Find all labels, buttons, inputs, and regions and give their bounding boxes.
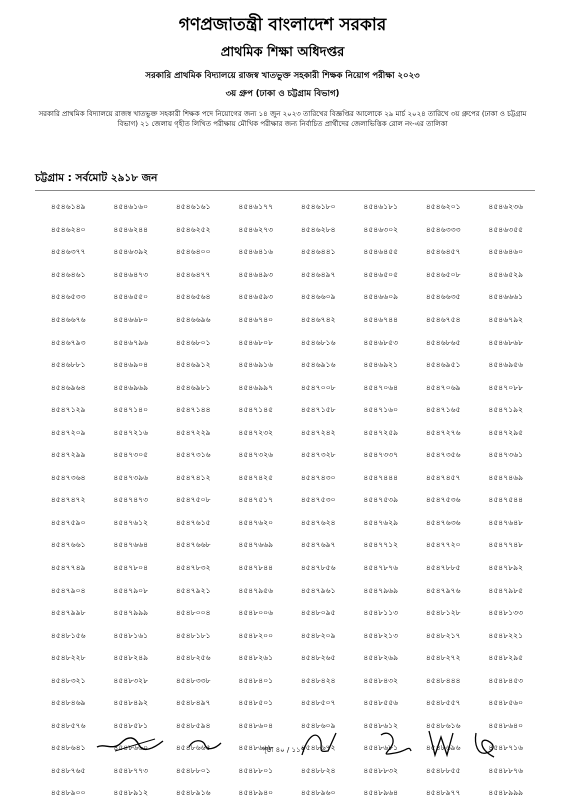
roll-number: ৪৫৪৮২২১ bbox=[488, 630, 524, 640]
roll-number: ৪৫৪৬৭৯৩ bbox=[50, 337, 86, 347]
roll-number: ৪৫৪৭৪৫৭ bbox=[425, 472, 461, 482]
roll-number: ৪৫৪৬৭৫৪ bbox=[425, 315, 461, 324]
roll-number: ৪৫৪৭২০৯ bbox=[50, 427, 86, 437]
roll-number: ৪৫৪৬৪১৬ bbox=[238, 247, 274, 257]
roll-number: ৪৫৪৬৬০৯ bbox=[300, 292, 336, 302]
roll-row bbox=[37, 265, 537, 288]
government-title: গণপ্রজাতন্ত্রী বাংলাদেশ সরকার bbox=[178, 15, 387, 35]
roll-number: ৪৫৪৬৭৪৪ bbox=[363, 315, 399, 324]
roll-number: ৪৫৪৬৯০৪ bbox=[113, 360, 149, 370]
roll-number: ৪৫৪৭৬২০ bbox=[238, 517, 274, 527]
roll-number: ৪৫৪৭৬২৪ bbox=[300, 517, 336, 527]
roll-row bbox=[37, 513, 537, 536]
roll-number: ৪৫৪৮৮৩২ bbox=[363, 765, 399, 775]
roll-row bbox=[37, 287, 537, 310]
roll-number: ৪৫৪৬২৫২ bbox=[175, 224, 211, 234]
roll-number: ৪৫৪৮০০৬ bbox=[238, 608, 274, 618]
roll-number-grid bbox=[37, 197, 537, 806]
roll-number: ৪৫৪৬৪৪১ bbox=[300, 247, 336, 257]
roll-number: ৪৫৪৮৬৬৫ bbox=[175, 743, 211, 753]
roll-number: ৪৫৪৮৮০১ bbox=[175, 765, 211, 775]
roll-number: ৪৫৪৮৪৬৯ bbox=[50, 698, 86, 708]
roll-number: ৪৫৪৬৫৩৩ bbox=[50, 292, 86, 302]
roll-row bbox=[37, 400, 537, 423]
roll-number: ৪৫৪৭৩৩৭ bbox=[363, 450, 399, 460]
roll-number: ৪৫৪৬৩৭৭ bbox=[50, 247, 86, 257]
roll-number: ৪৫৪৬৬৩৫ bbox=[425, 292, 461, 302]
roll-number: ৪৫৪৮৯১২ bbox=[113, 788, 149, 798]
roll-number: ৪৫৪৭৯০৮ bbox=[113, 585, 149, 595]
roll-number: ৪৫৪৬৫২৯ bbox=[488, 269, 524, 279]
roll-number: ৪৫৪৭৫৩০ bbox=[300, 495, 336, 505]
roll-number: ৪৫৪৮২০০ bbox=[238, 630, 274, 640]
roll-number: ৪৫৪৮২৬১ bbox=[238, 653, 274, 663]
roll-number: ৪৫৪৭৩১৬ bbox=[175, 450, 211, 460]
roll-number: ৪৫৪৭৮৫৬ bbox=[300, 563, 336, 573]
roll-number: ৪৫৪৮৬৮১ bbox=[363, 743, 399, 753]
roll-number: ৪৫৪৮৪৫৩ bbox=[488, 675, 524, 685]
group-title: ৩য় গ্রুপ (ঢাকা ও চট্টগ্রাম বিভাগ) bbox=[225, 89, 340, 99]
page-number: পৃষ্ঠা ৪০ / ১১৭ bbox=[262, 746, 306, 754]
roll-number: ৪৫৪৮৯৯৯ bbox=[488, 788, 524, 798]
roll-number: ৪৫৪৭২২৯ bbox=[175, 427, 211, 437]
section-title: চট্টগ্রাম : সর্বমোট ২৯১৮ জন bbox=[35, 172, 158, 184]
roll-number: ৪৫৪৭৫০৮ bbox=[175, 495, 211, 505]
roll-number: ৪৫৪৭০৬৪ bbox=[363, 382, 399, 392]
roll-number: ৪৫৪৮৫৮১ bbox=[113, 720, 149, 730]
roll-number: ৪৫৪৭৭৪৮ bbox=[488, 540, 524, 550]
roll-number: ৪৫৪৭১৪৫ bbox=[238, 405, 274, 415]
roll-number: ৪৫৪৬৭৯৬ bbox=[113, 337, 149, 347]
roll-number: ৪৫৪৬৯৬৯ bbox=[113, 382, 149, 392]
roll-number: ৪৫৪৬২৮৪ bbox=[300, 224, 336, 234]
roll-number: ৪৫৪৬৮৬৮ bbox=[488, 337, 524, 347]
roll-number: ৪৫৪৭৭২০ bbox=[425, 540, 461, 550]
roll-number: ৪৫৪৭৪৩০ bbox=[300, 472, 336, 482]
roll-number: ৪৫৪৭২৫৯ bbox=[363, 427, 399, 437]
roll-number: ৪৫৪৮১১৩ bbox=[363, 608, 399, 618]
roll-number: ৪৫৪৮২৯৫ bbox=[488, 653, 524, 663]
roll-number: ৪৫৪৭৬২৯ bbox=[363, 517, 399, 527]
roll-number: ৪৫৪৭৯৭৬ bbox=[425, 585, 461, 595]
roll-number: ৪৫৪৭৯২১ bbox=[175, 585, 211, 595]
roll-number: ৪৫৪৮৮৫৫ bbox=[425, 765, 461, 775]
roll-number: ৪৫৪৬৪৫৭ bbox=[425, 247, 461, 257]
roll-number: ৪৫৪৬৮৬৫ bbox=[425, 337, 461, 347]
roll-number: ৪৫৪৮২৫৬ bbox=[175, 653, 211, 663]
roll-number: ৪৫৪৮৫৯৪ bbox=[175, 720, 211, 730]
roll-number: ৪৫৪৬৪৬০ bbox=[488, 247, 524, 257]
roll-number: ৪৫৪৮৫৫৬ bbox=[363, 698, 399, 708]
notice-text: সরকারি প্রাথমিক বিদ্যালয়ে রাজস্ব খাতভুক্ত সহকারী শিক্ষক পদে নিয়োগের জন্য ১৪ জুন ২০২৩ তারিখের বিজ্ঞপ্তির আলোকে ২৯ মার্চ ২০২৪ তারিখে ৩য় গ্রুপের (ঢাকা ও চট্টগ্রাম বিভাগ) ২১ জেলায় গৃহীত লিখিত পরীক্ষায় মৌখিক পরীক্ষার জন্য নির্বাচিত প্রার্থীদের জেলাভিত্তিক রোল নং-এর তালিকা bbox=[38, 110, 527, 128]
roll-number: ৪৫৪৭৮৯২ bbox=[488, 563, 524, 573]
roll-number: ৪৫৪৭২৯৯ bbox=[50, 450, 86, 460]
roll-number: ৪৫৪৭৩৬১ bbox=[488, 450, 524, 460]
roll-number: ৪৫৪৬৩৫৫ bbox=[488, 224, 524, 234]
roll-number: ৪৫৪৭৬৩৬ bbox=[425, 517, 461, 527]
roll-number: ৪৫৪৬৯১২ bbox=[175, 360, 211, 370]
roll-number: ৪৫৪৮১৩৩ bbox=[488, 608, 524, 618]
roll-number: ৪৫৪৭৩০৫ bbox=[113, 450, 149, 460]
signature-1 bbox=[95, 725, 165, 761]
roll-row bbox=[37, 242, 537, 265]
roll-number: ৪৫৪৮৬০৪ bbox=[238, 720, 274, 730]
roll-row bbox=[37, 468, 537, 491]
roll-row bbox=[37, 670, 537, 693]
roll-number: ৪৫৪৮৭৬৫ bbox=[50, 765, 86, 775]
roll-number: ৪৫৪৭০০৮ bbox=[300, 382, 336, 392]
roll-number: ৪৫৪৬১৮০ bbox=[300, 202, 336, 212]
roll-row bbox=[37, 558, 537, 581]
roll-number: ৪৫৪৭৯০৪ bbox=[50, 585, 86, 595]
roll-number: ৪৫৪৬১৬০ bbox=[113, 202, 149, 212]
roll-number: ৪৫৪৬১৬১ bbox=[175, 202, 211, 212]
roll-number: ৪৫৪৭৯৫৬ bbox=[238, 585, 274, 595]
roll-number: ৪৫৪৮৭৭৩ bbox=[113, 765, 149, 775]
roll-number: ৪৫৪৮৬৯৬ bbox=[425, 743, 461, 753]
roll-number: ৪৫৪৭৭১২ bbox=[363, 540, 399, 550]
roll-number: ৪৫৪৬৬০৯ bbox=[363, 292, 399, 302]
roll-number: ৪৫৪৮৬০৯ bbox=[300, 720, 336, 730]
roll-number: ৪৫৪৮৮২৪ bbox=[300, 765, 336, 775]
roll-number: ৪৫৪৬৫০৮ bbox=[425, 269, 461, 279]
roll-number: ৪৫৪৭৫৪৪ bbox=[488, 495, 524, 505]
roll-number: ৪৫৪৬৮১৬ bbox=[300, 337, 336, 347]
roll-number: ৪৫৪৭৮০৪ bbox=[113, 563, 149, 573]
roll-number: ৪৫৪৬২৩৬ bbox=[488, 202, 524, 212]
roll-number: ৪৫৪৭০৮৮ bbox=[488, 382, 524, 392]
roll-number: ৪৫৪৬৯৯৭ bbox=[238, 382, 274, 392]
roll-number: ৪৫৪৭০৬৯ bbox=[425, 382, 461, 392]
roll-row bbox=[37, 377, 537, 400]
roll-number: ৪৫৪৬২৭৩ bbox=[238, 224, 274, 234]
roll-number: ৪৫৪৭৬১৫ bbox=[175, 517, 211, 527]
roll-row bbox=[37, 490, 537, 513]
roll-number: ৪৫৪৭৩২৮ bbox=[300, 450, 336, 460]
roll-number: ৪৫৪৭৯৯৯ bbox=[113, 608, 149, 618]
roll-number: ৪৫৪৭২৩২ bbox=[238, 427, 274, 437]
roll-number: ৪৫৪৬৬৭৬ bbox=[50, 315, 86, 324]
roll-number: ৪৫৪৭২৯৫ bbox=[488, 427, 524, 437]
roll-number: ৪৫৪৬৮৮১ bbox=[50, 360, 86, 370]
signature-4 bbox=[375, 725, 415, 761]
roll-row bbox=[37, 648, 537, 671]
roll-number: ৪৫৪৮৯৬৪ bbox=[363, 788, 399, 798]
roll-number: ৪৫৪৭১৪৪ bbox=[175, 405, 211, 415]
roll-row bbox=[37, 693, 537, 716]
roll-number: ৪৫৪৮৩২১ bbox=[50, 675, 86, 685]
roll-number: ৪৫৪৭৮৮৫ bbox=[425, 563, 461, 573]
roll-number: ৪৫৪৮২৬৫ bbox=[300, 653, 336, 663]
roll-number: ৪৫৪৭৬৬৪ bbox=[113, 540, 149, 550]
roll-number: ৪৫৪৭৬৪৮ bbox=[488, 517, 524, 527]
roll-number: ৪৫৪৭১৪০ bbox=[113, 405, 149, 415]
roll-number: ৪৫৪৭১৯২ bbox=[488, 405, 524, 415]
roll-number: ৪৫৪৮৪৯২ bbox=[113, 698, 149, 708]
roll-number: ৪৫৪৭৪২৫ bbox=[238, 472, 274, 482]
roll-row bbox=[37, 355, 537, 378]
roll-number: ৪৫৪৮৪৪৪ bbox=[425, 675, 461, 685]
roll-number: ৪৫৪৮৫৬০ bbox=[488, 698, 524, 708]
exam-title: সরকারি প্রাথমিক বিদ্যালয়ে রাজস্ব খাতভুক্ত সহকারী শিক্ষক নিয়োগ পরীক্ষা ২০২৩ bbox=[145, 71, 420, 81]
roll-number: ৪৫৪৮৪৯৭ bbox=[175, 698, 211, 708]
roll-number: ৪৫৪৭৩৫৬ bbox=[425, 450, 461, 460]
roll-number: ৪৫৪৭১৬৫ bbox=[425, 405, 461, 415]
roll-number: ৪৫৪৮২৪৯ bbox=[113, 653, 149, 663]
roll-number: ৪৫৪৮৬৪০ bbox=[488, 720, 524, 730]
signature-2 bbox=[185, 725, 225, 761]
roll-number: ৪৫৪৭৩৯৬ bbox=[113, 472, 149, 482]
roll-row bbox=[37, 197, 537, 220]
roll-number: ৪৫৪৬৩০২ bbox=[363, 224, 399, 234]
roll-number: ৪৫৪৭২৪২ bbox=[300, 427, 336, 437]
roll-number: ৪৫৪৭৫১৭ bbox=[238, 495, 274, 505]
roll-row bbox=[37, 422, 537, 445]
roll-number: ৪৫৪৬৫৯৩ bbox=[238, 292, 274, 302]
roll-number: ৪৫৪৮১৮১ bbox=[175, 630, 211, 640]
roll-number: ৪৫৪৭৮৩২ bbox=[175, 563, 211, 573]
roll-number: ৪৫৪৮২০৯ bbox=[300, 630, 336, 640]
roll-number: ৪৫৪৬৭৪০ bbox=[238, 315, 274, 324]
roll-number: ৪৫৪৬৪৫৫ bbox=[363, 247, 399, 257]
signature-6 bbox=[470, 725, 500, 761]
roll-number: ৪৫৪৮২১৭ bbox=[425, 630, 461, 640]
roll-number: ৪৫৪৭৪৭৩ bbox=[113, 495, 149, 505]
roll-number: ৪৫৪৭৩২৬ bbox=[238, 450, 274, 460]
roll-number: ৪৫৪৭৭৪৯ bbox=[50, 563, 86, 573]
roll-number: ৪৫৪৮৫০১ bbox=[238, 698, 274, 708]
roll-number: ৪৫৪৬৯১৬ bbox=[300, 360, 336, 370]
roll-number: ৪৫৪৮৫৫৭ bbox=[425, 698, 461, 708]
roll-number: ৪৫৪৬১৪৯ bbox=[50, 202, 86, 212]
roll-number: ৪৫৪৭৬৬৯ bbox=[238, 540, 274, 550]
roll-number: ৪৫৪৬৫০৫ bbox=[363, 269, 399, 279]
roll-row bbox=[37, 761, 537, 784]
roll-number: ৪৫৪৮৫৭৬ bbox=[50, 720, 86, 730]
roll-number: ৪৫৪৮৪০১ bbox=[238, 675, 274, 685]
directorate-title: প্রাথমিক শিক্ষা অধিদপ্তর bbox=[220, 45, 345, 60]
roll-number: ৪৫৪৬৮৫৩ bbox=[363, 337, 399, 347]
roll-number: ৪৫৪৭৯৬১ bbox=[300, 585, 336, 595]
roll-number: ৪৫৪৭১৬০ bbox=[363, 405, 399, 415]
roll-number: ৪৫৪৬৭৪২ bbox=[300, 315, 336, 324]
roll-number: ৪৫৪৬৪৯৭ bbox=[300, 269, 336, 279]
roll-number: ৪৫৪৬৫৬৪ bbox=[175, 292, 211, 302]
roll-number: ৪৫৪৬১৮১ bbox=[363, 202, 399, 212]
roll-number: ৪৫৪৭৫৩৯ bbox=[363, 495, 399, 505]
roll-number: ৪৫৪৮৮০১ bbox=[238, 765, 274, 775]
roll-number: ৪৫৪৭৮৭৬ bbox=[363, 563, 399, 573]
roll-number: ৪৫৪৬৪৭৭ bbox=[175, 269, 211, 279]
roll-number: ৪৫৪৬৩৩৩ bbox=[425, 224, 461, 234]
roll-number: ৪৫৪৬৬৯৬ bbox=[175, 315, 211, 324]
roll-number: ৪৫৪৮৯৪০ bbox=[238, 788, 274, 798]
roll-number: ৪৫৪৮৬৪১ bbox=[50, 743, 86, 753]
roll-number: ৪৫৪৭৫৩৬ bbox=[425, 495, 461, 505]
roll-row bbox=[37, 535, 537, 558]
roll-number: ৪৫৪৬৭৯২ bbox=[488, 315, 524, 324]
roll-number: ৪৫৪৬৯৮১ bbox=[175, 382, 211, 392]
roll-number: ৪৫৪৮৩২৮ bbox=[113, 675, 149, 685]
roll-number: ৪৫৪৭৬৬১ bbox=[50, 540, 86, 550]
roll-number: ৪৫৪৬৬৮০ bbox=[113, 315, 149, 324]
roll-number: ৪৫৪৬৪৭৩ bbox=[113, 269, 149, 279]
roll-number: ৪৫৪৬২০১ bbox=[425, 202, 461, 212]
roll-number: ৪৫৪৮৯৬০ bbox=[300, 788, 336, 798]
roll-number: ৪৫৪৭৪৬৯ bbox=[488, 472, 524, 482]
roll-number: ৪৫৪৬১৭৭ bbox=[238, 202, 274, 212]
roll-number: ৪৫৪৭৪১২ bbox=[175, 472, 211, 482]
roll-number: ৪৫৪৬৯২১ bbox=[363, 360, 399, 370]
roll-number: ৪৫৪৭৯৬৯ bbox=[363, 585, 399, 595]
roll-number: ৪৫৪৭৩৬৪ bbox=[50, 472, 86, 482]
roll-number: ৪৫৪৮১৫৬ bbox=[50, 630, 86, 640]
roll-number: ৪৫৪৮১৬১ bbox=[113, 630, 149, 640]
roll-number: ৪৫৪৮৪২৪ bbox=[300, 675, 336, 685]
roll-number: ৪৫৪৭২১৬ bbox=[113, 427, 149, 437]
roll-number: ৪৫৪৮৬৭২ bbox=[300, 743, 336, 753]
roll-number: ৪৫৪৭১২৯ bbox=[50, 405, 86, 415]
roll-number: ৪৫৪৮৮৭৬ bbox=[488, 765, 524, 775]
roll-number: ৪৫৪৭৯৮৫ bbox=[488, 585, 524, 595]
roll-row bbox=[37, 625, 537, 648]
roll-row bbox=[37, 332, 537, 355]
roll-number: ৪৫৪৮০০৪ bbox=[175, 608, 211, 618]
roll-row bbox=[37, 603, 537, 626]
roll-number: ৪৫৪৬৩৯২ bbox=[113, 247, 149, 257]
roll-row bbox=[37, 783, 537, 806]
roll-row bbox=[37, 220, 537, 243]
roll-number: ৪৫৪৭৪৭২ bbox=[50, 495, 86, 505]
roll-number: ৪৫৪৭২৭৬ bbox=[425, 427, 461, 437]
divider bbox=[35, 190, 535, 191]
roll-number: ৪৫৪৭৫৯০ bbox=[50, 517, 86, 527]
roll-number: ৪৫৪৮২৬৯ bbox=[363, 653, 399, 663]
roll-number: ৪৫৪৮৭১৬ bbox=[488, 743, 524, 753]
roll-number: ৪৫৪৭৮৪৪ bbox=[238, 563, 274, 573]
roll-number: ৪৫৪৬২৪৪ bbox=[113, 224, 149, 234]
roll-number: ৪৫৪৭১৫৮ bbox=[300, 405, 336, 415]
roll-number: ৪৫৪৭৬৯৭ bbox=[300, 540, 336, 550]
roll-number: ৪৫৪৮৯১৬ bbox=[175, 788, 211, 798]
roll-row bbox=[37, 445, 537, 468]
roll-number: ৪৫৪৮২৭২ bbox=[425, 653, 461, 663]
roll-number: ৪৫৪৬৮০৮ bbox=[238, 337, 274, 347]
roll-number: ৪৫৪৬৯১৬ bbox=[238, 360, 274, 370]
roll-number: ৪৫৪৬৯৫১ bbox=[425, 360, 461, 370]
roll-number: ৪৫৪৭৬৬৮ bbox=[175, 540, 211, 550]
roll-number: ৪৫৪৭৪৪৪ bbox=[363, 472, 399, 482]
roll-number: ৪৫৪৮১২৮ bbox=[425, 608, 461, 618]
roll-number: ৪৫৪৮৬১৬ bbox=[425, 720, 461, 730]
roll-number: ৪৫৪৭৬১২ bbox=[113, 517, 149, 527]
roll-number: ৪৫৪৮৯৭৭ bbox=[425, 788, 461, 798]
roll-number: ৪৫৪৬৪৯৩ bbox=[238, 269, 274, 279]
roll-number: ৪৫৪৬৫৫০ bbox=[113, 292, 149, 302]
roll-number: ৪৫৪৮৬৬০ bbox=[113, 743, 149, 753]
roll-number: ৪৫৪৮৬১২ bbox=[363, 720, 399, 730]
roll-number: ৪৫৪৮২২৮ bbox=[50, 653, 86, 663]
roll-number: ৪৫৪৬৮০১ bbox=[175, 337, 211, 347]
roll-number: ৪৫৪৮৬৬৮ bbox=[238, 743, 274, 753]
roll-number: ৪৫৪৮০৯৫ bbox=[300, 608, 336, 618]
roll-number: ৪৫৪৮২১৩ bbox=[363, 630, 399, 640]
roll-number: ৪৫৪৭৯৯৮ bbox=[50, 608, 86, 618]
roll-number: ৪৫৪৬৯৫৬ bbox=[488, 360, 524, 370]
roll-number: ৪৫৪৮৯০০ bbox=[50, 788, 86, 798]
roll-number: ৪৫৪৮৩৩৮ bbox=[175, 675, 211, 685]
roll-row bbox=[37, 310, 537, 333]
roll-row bbox=[37, 580, 537, 603]
roll-number: ৪৫৪৮৪৩২ bbox=[363, 675, 399, 685]
roll-number: ৪৫৪৬৪৬১ bbox=[50, 269, 86, 279]
roll-number: ৪৫৪৬২৪০ bbox=[50, 224, 86, 234]
roll-number: ৪৫৪৬৪০০ bbox=[175, 247, 211, 257]
signature-5 bbox=[425, 725, 455, 761]
roll-number: ৪৫৪৬৬৬১ bbox=[488, 292, 524, 302]
roll-number: ৪৫৪৬৯৬৪ bbox=[50, 382, 86, 392]
roll-number: ৪৫৪৮৫০৭ bbox=[300, 698, 336, 708]
